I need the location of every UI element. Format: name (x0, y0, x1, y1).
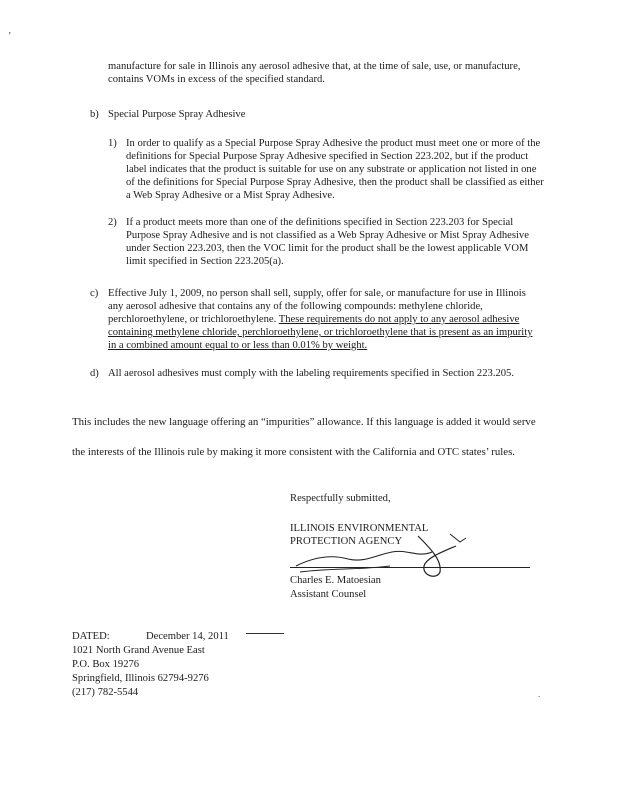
item-c-text-underlined: These requirements do not apply to any aerosol adhesive containing methylene chloride, perchloroethylene, or trichloroethylene that is present as an impurity in a combined amount equal to or less than 0.01% by weight. (108, 314, 533, 351)
item-b2-text: If a product meets more than one of the definitions specified in Section 223.203 for Special Purpose Spray Adhesive and is not classified as a Web Spray Adhesive or Mist Spray Adhesive under Section 223.203, then the VOC limit for the product shall be the lowest applicable VOM limit specified in Section 223.205(a). (126, 217, 529, 267)
item-d-label: d) (90, 368, 99, 379)
address-line-3: Springfield, Illinois 62794-9276 (72, 673, 209, 684)
item-b-label: b) (90, 109, 99, 120)
item-c-text-plain: Effective July 1, 2009, no person shall sell, supply, offer for sale, or manufacture for use in Illinois any aerosol adhesive that contains any of the following compounds: methylene chloride, perchloroethylene, or trichloroethylene. (108, 288, 526, 325)
item-b2-label: 2) (108, 217, 117, 228)
handwritten-signature (290, 528, 480, 580)
item-d-text: All aerosol adhesives must comply with the labeling requirements specified in Section 223.205. (108, 368, 515, 379)
signer-name: Charles E. Matoesian (290, 575, 381, 586)
dated-label: DATED: (72, 631, 110, 642)
intro-paragraph: manufacture for sale in Illinois any aerosol adhesive that, at the time of sale, use, or manufacture, contains VOMs in excess of the specified standard. (108, 61, 521, 85)
agency-name-line2: PROTECTION AGENCY (290, 536, 403, 547)
closing-paragraph: This includes the new language offering an “impurities” allowance. If this language is added it would serve the interests of the Illinois rule by making it more consistent with the California and OTC states’ rules. (72, 416, 536, 458)
address-line-2: P.O. Box 19276 (72, 659, 140, 670)
item-b1-label: 1) (108, 138, 117, 149)
date-blank-line (246, 633, 284, 634)
address-line-1: 1021 North Grand Avenue East (72, 645, 205, 656)
signer-title: Assistant Counsel (290, 589, 367, 600)
dated-value: December 14, 2011 (146, 631, 229, 642)
respectfully-submitted: Respectfully submitted, (290, 493, 391, 504)
item-c-label: c) (90, 288, 99, 299)
corner-mark: ’ (8, 31, 12, 42)
stray-mark: . (538, 689, 541, 699)
agency-name-line1: ILLINOIS ENVIRONMENTAL (290, 523, 429, 534)
item-c-text (108, 287, 538, 352)
signature-line (290, 567, 530, 568)
item-b1-text: In order to qualify as a Special Purpose Spray Adhesive the product must meet one or more of the definitions for Special Purpose Spray Adhesive specified in Section 223.202, but if the product label indicates that the product is suitable for use on any substrate or application not listed in one of the definitions for Special Purpose Spray Adhesive, then the product shall be classified as either a Web Spray Adhesive or a Mist Spray Adhesive. (126, 138, 544, 201)
item-b-title: Special Purpose Spray Adhesive (108, 109, 246, 120)
phone-number: (217) 782-5544 (72, 687, 139, 698)
